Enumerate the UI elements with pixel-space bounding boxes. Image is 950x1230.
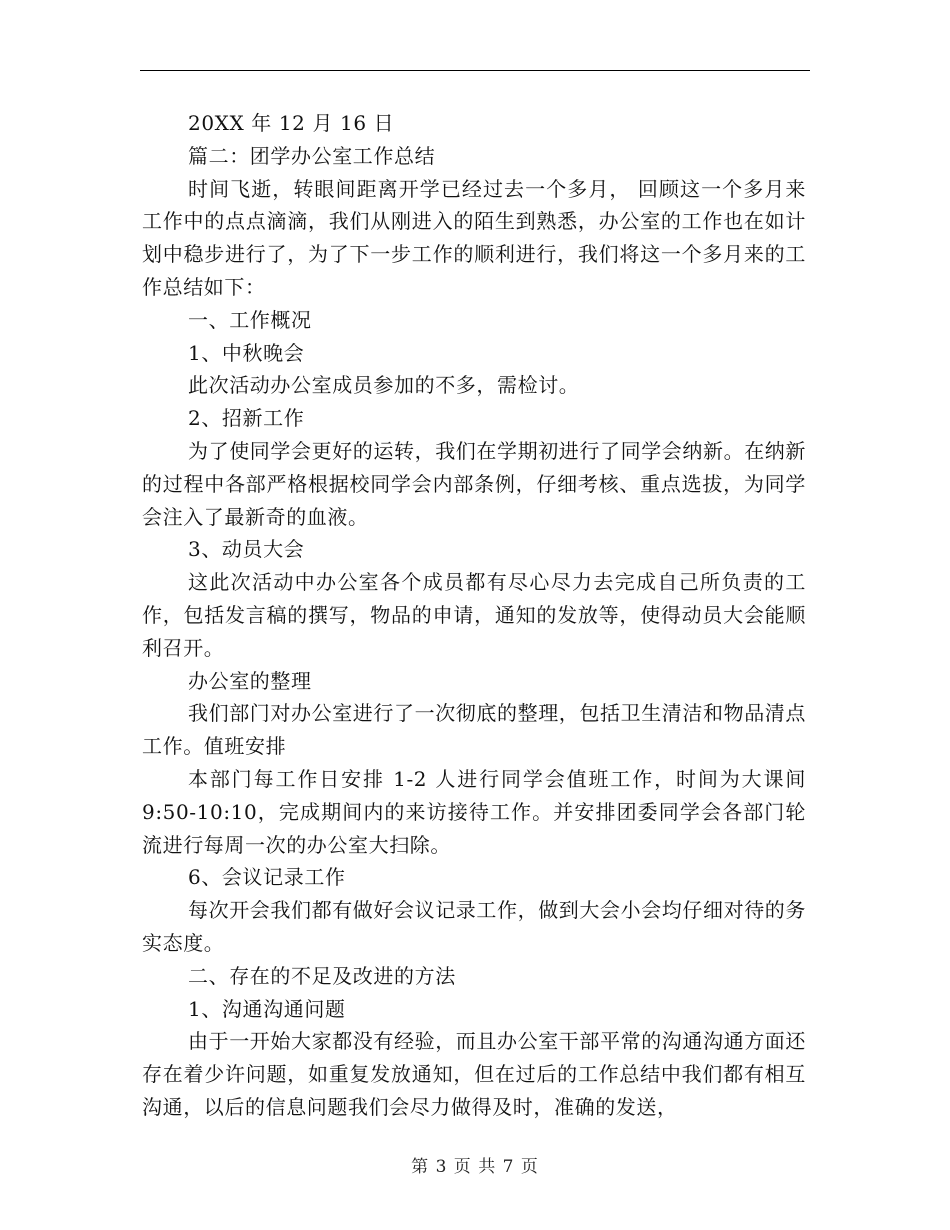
header-rule (140, 70, 810, 71)
subheading-mobilization: 3、动员大会 (188, 537, 305, 562)
subheading-meeting-records: 6、会议记录工作 (188, 865, 346, 890)
paragraph-duty-schedule: 本部门每工作日安排 1-2 人进行同学会值班工作，时间为大课间 9:50-10:10，完成期间内的来访接待工作。并安排团委同学会各部门轮流进行每周一次的办公室大扫除。 (142, 766, 806, 857)
paragraph-recruitment: 为了使同学会更好的运转，我们在学期初进行了同学会纳新。在纳新的过程中各部严格根据校同学会内部条例，仔细考核、重点选拔，为同学会注入了最新奇的血液。 (142, 438, 806, 529)
page-number-footer: 第 3 页 共 7 页 (411, 1157, 539, 1177)
heading-shortcomings: 二、存在的不足及改进的方法 (188, 963, 456, 988)
paragraph-communication: 由于一开始大家都没有经验，而且办公室干部平常的沟通沟通方面还存在着少许问题，如重复发放通知，但在过后的工作总结中我们都有相互沟通，以后的信息问题我们会尽力做得及时，准确的发送， (142, 1029, 806, 1119)
section-title: 篇二：团学办公室工作总结 (188, 143, 436, 168)
paragraph-mobilization: 这此次活动中办公室各个成员都有尽心尽力去完成自己所负责的工作，包括发言稿的撰写，物品的申请，通知的发放等，使得动员大会能顺利召开。 (142, 570, 806, 660)
subheading-mid-autumn: 1、中秋晚会 (188, 340, 305, 365)
paragraph-office-tidying: 我们部门对办公室进行了一次彻底的整理，包括卫生清洁和物品清点工作。值班安排 (142, 701, 806, 759)
date-line: 20XX 年 12 月 16 日 (188, 111, 395, 135)
subheading-office-tidying: 办公室的整理 (188, 668, 312, 693)
subheading-recruitment: 2、招新工作 (188, 406, 305, 431)
paragraph-mid-autumn: 此次活动办公室成员参加的不多，需检讨。 (188, 373, 580, 398)
paragraph-intro: 时间飞逝，转眼间距离开学已经过去一个多月， 回顾这一个多月来工作中的点点滴滴，我们从刚进入的陌生到熟悉，办公室的工作也在如计划中稳步进行了，为了下一步工作的顺利进行，我们将这一个多月来的工作总结如下： (142, 176, 806, 299)
document-body (142, 107, 806, 1124)
subheading-communication: 1、沟通沟通问题 (188, 996, 346, 1021)
heading-work-overview: 一、工作概况 (188, 307, 312, 332)
paragraph-meeting-records: 每次开会我们都有做好会议记录工作，做到大会小会均仔细对待的务实态度。 (142, 898, 806, 955)
